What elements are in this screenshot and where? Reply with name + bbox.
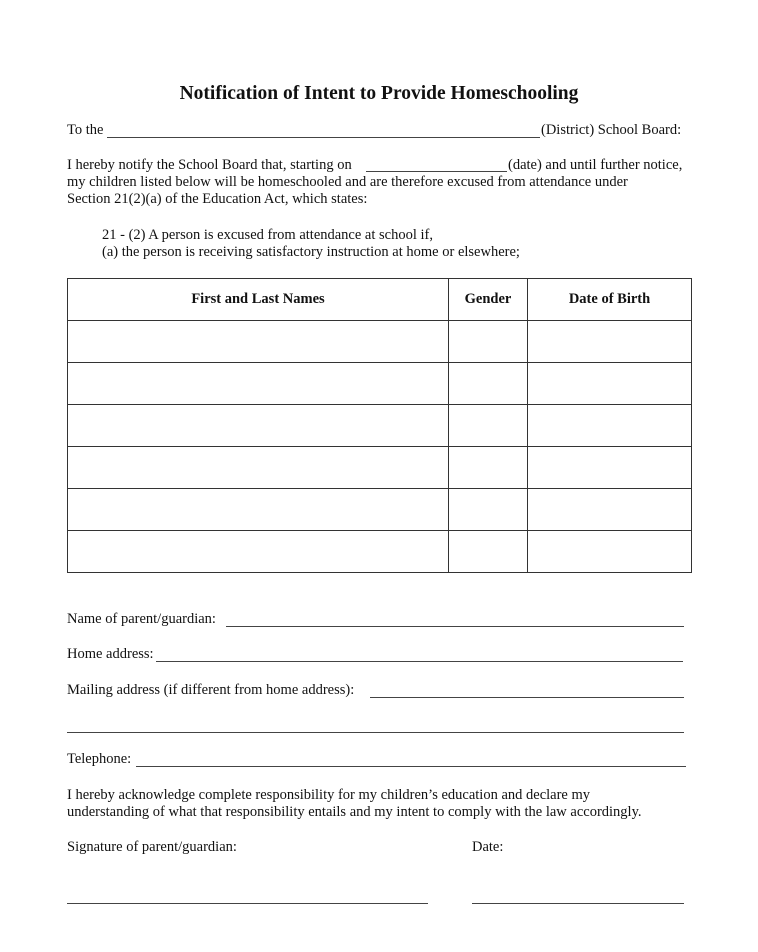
table-header-row (68, 279, 692, 321)
ack-text: I hereby acknowledge complete responsibility for my children’s education and declare my (67, 787, 591, 803)
gender-cell[interactable] (449, 489, 528, 531)
home-address-label: Home address: (67, 646, 154, 662)
signature-label: Signature of parent/guardian: (67, 839, 237, 855)
parent-name-label: Name of parent/guardian: (67, 611, 216, 627)
notify-text: my children listed below will be homeschooled and are therefore excused from attendance under (67, 174, 628, 190)
dob-cell[interactable] (528, 405, 692, 447)
name-cell[interactable] (68, 405, 449, 447)
date-field[interactable] (472, 903, 684, 904)
telephone-field[interactable] (136, 766, 686, 767)
gender-cell[interactable] (449, 405, 528, 447)
notify-text: Section 21(2)(a) of the Education Act, which states: (67, 191, 368, 207)
table-row (68, 531, 692, 573)
table-row (68, 321, 692, 363)
to-the-label: To the (67, 122, 104, 138)
gender-cell[interactable] (449, 531, 528, 573)
table-row (68, 447, 692, 489)
table-row (68, 363, 692, 405)
home-address-field[interactable] (156, 661, 683, 662)
start-date-field[interactable] (366, 171, 507, 172)
parent-name-field[interactable] (226, 626, 684, 627)
mailing-address-field-line2[interactable] (67, 732, 684, 733)
gender-cell[interactable] (449, 321, 528, 363)
district-field[interactable] (107, 137, 540, 138)
header-gender: Gender (449, 279, 528, 321)
header-names: First and Last Names (68, 279, 449, 321)
date-label: Date: (472, 839, 504, 855)
name-cell[interactable] (68, 447, 449, 489)
ack-text: understanding of what that responsibility entails and my intent to comply with the law accordingly. (67, 804, 642, 820)
name-cell[interactable] (68, 363, 449, 405)
dob-cell[interactable] (528, 321, 692, 363)
school-board-label: (District) School Board: (541, 122, 682, 138)
quote-text: (a) the person is receiving satisfactory instruction at home or elsewhere; (102, 244, 520, 260)
children-table (67, 278, 692, 573)
gender-cell[interactable] (449, 363, 528, 405)
quote-text: 21 - (2) A person is excused from attendance at school if, (102, 227, 433, 243)
telephone-label: Telephone: (67, 751, 132, 767)
notify-text: (date) and until further notice, (508, 157, 683, 173)
mailing-address-field[interactable] (370, 697, 684, 698)
dob-cell[interactable] (528, 447, 692, 489)
gender-cell[interactable] (449, 447, 528, 489)
name-cell[interactable] (68, 531, 449, 573)
signature-field[interactable] (67, 903, 428, 904)
header-dob: Date of Birth (528, 279, 692, 321)
mailing-address-label: Mailing address (if different from home address): (67, 682, 355, 698)
dob-cell[interactable] (528, 363, 692, 405)
dob-cell[interactable] (528, 489, 692, 531)
name-cell[interactable] (68, 489, 449, 531)
notify-text: I hereby notify the School Board that, starting on (67, 157, 352, 173)
dob-cell[interactable] (528, 531, 692, 573)
table-row (68, 405, 692, 447)
table-row (68, 489, 692, 531)
page-title: Notification of Intent to Provide Homeschooling (179, 83, 579, 104)
name-cell[interactable] (68, 321, 449, 363)
